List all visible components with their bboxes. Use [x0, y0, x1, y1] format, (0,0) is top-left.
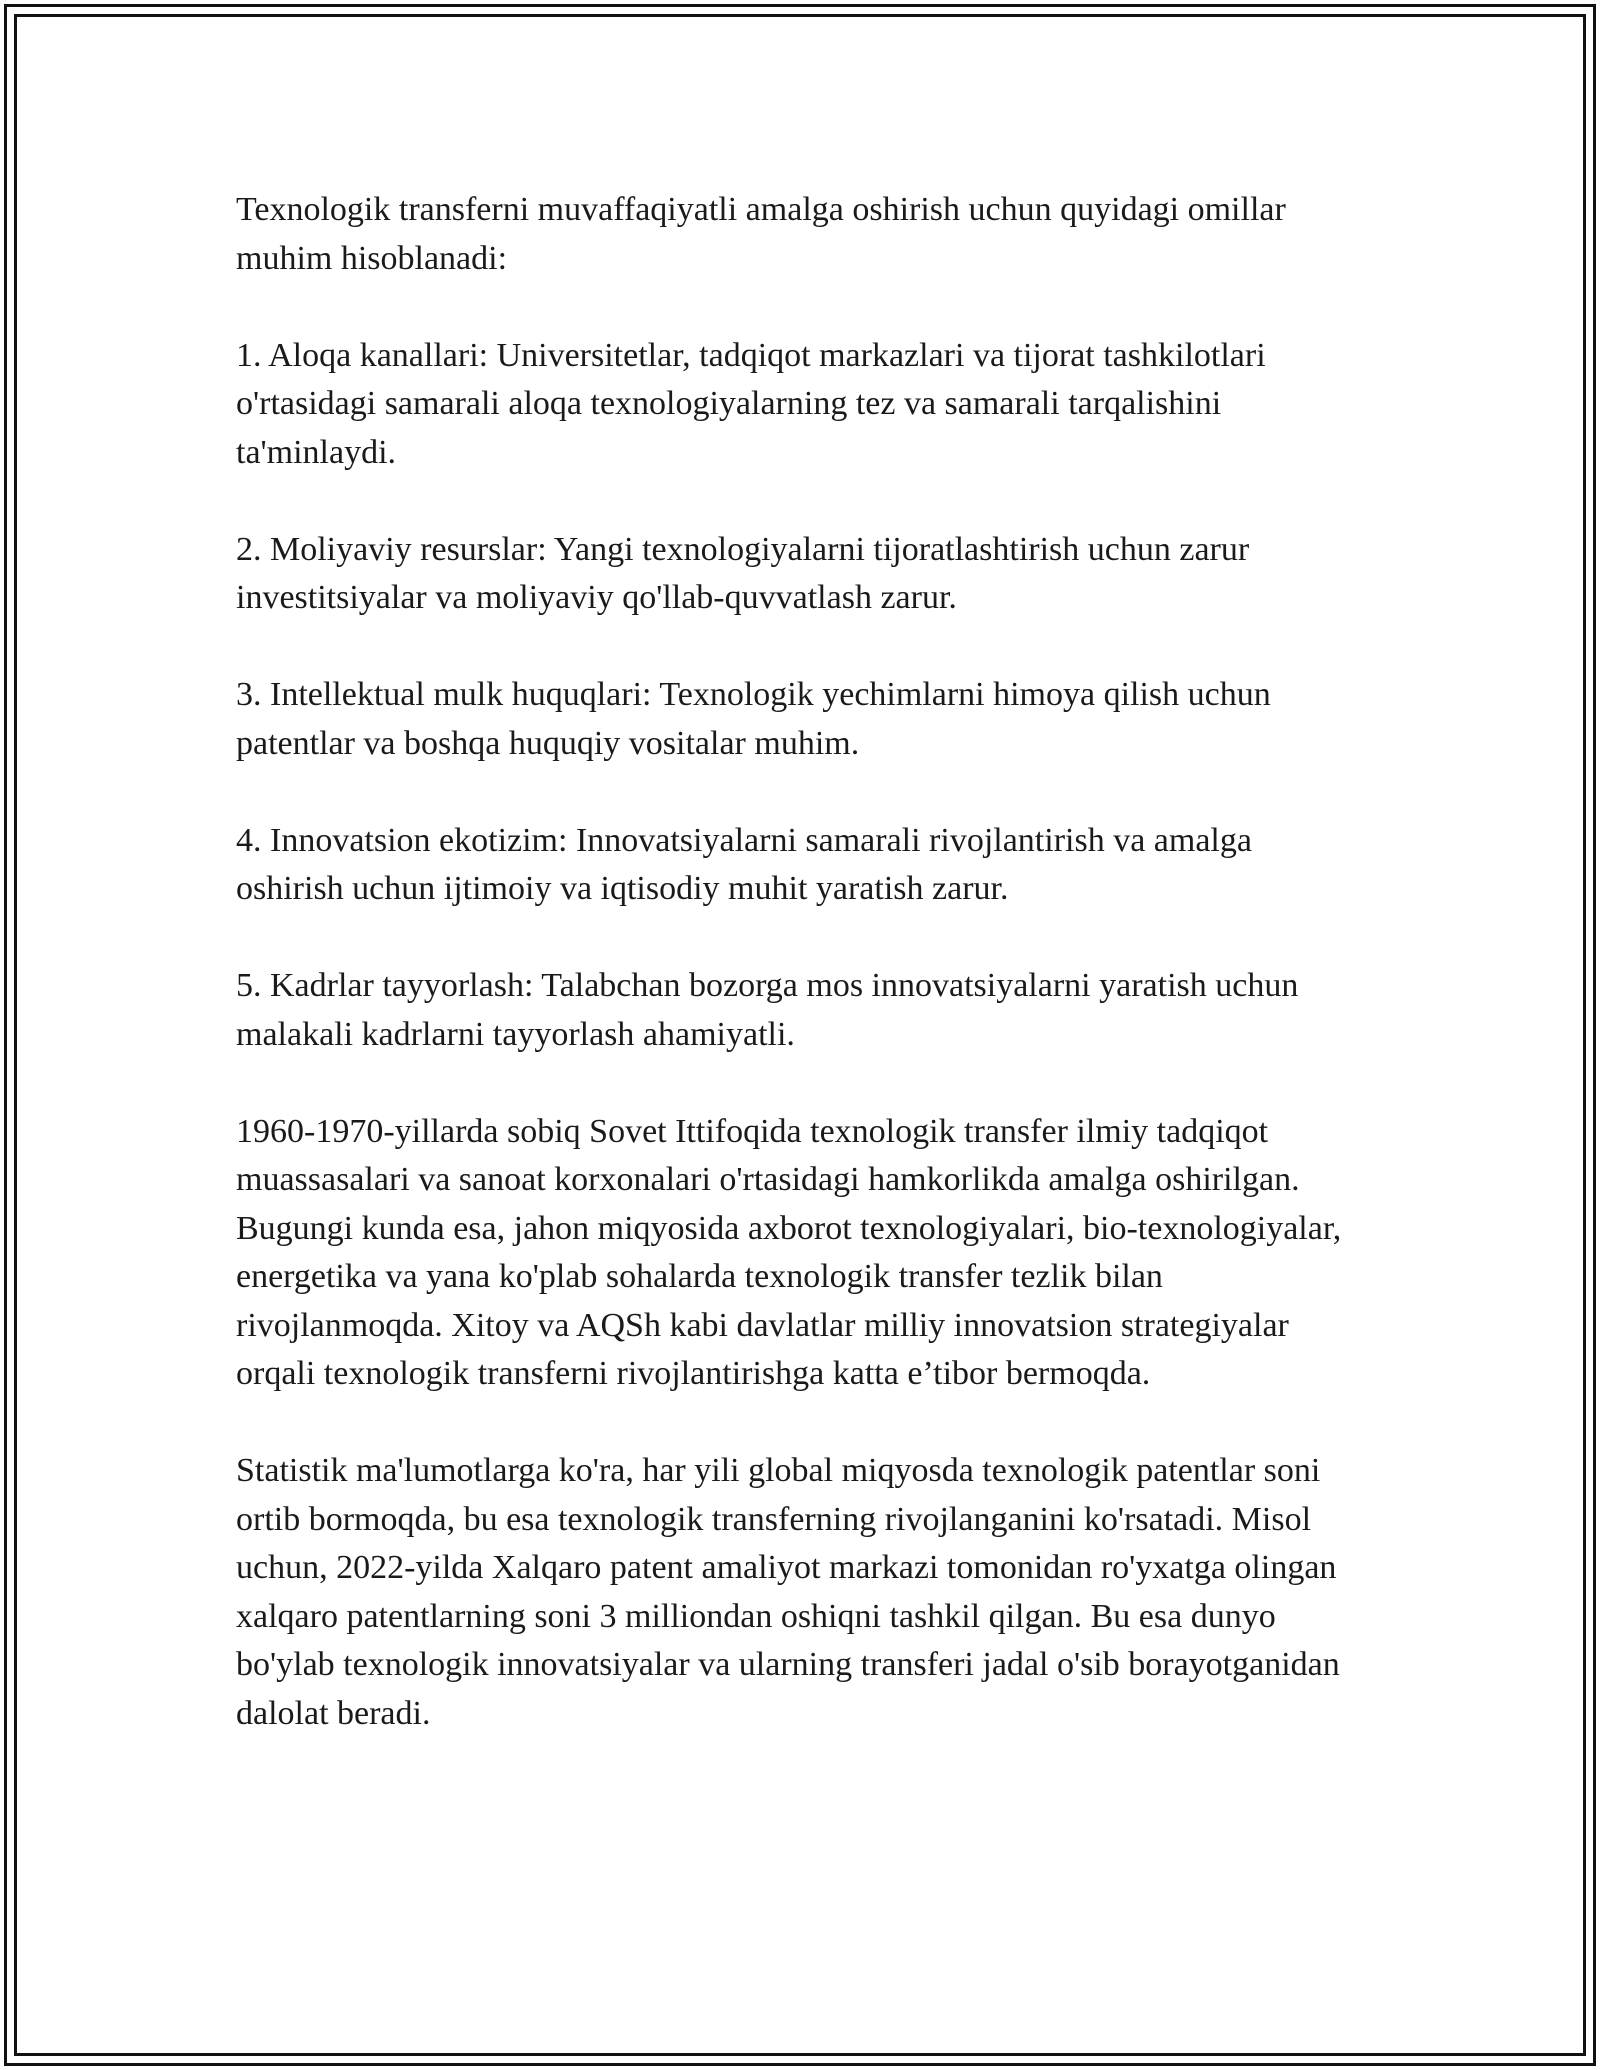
statistics-paragraph: Statistik ma'lumotlarga ko'ra, har yili global miqyosda texnologik patentlar soni ortib bormoqda, bu esa texnologik transferning rivojlanganini ko'rsatadi. Misol uchun, 2022-yilda Xalqaro patent amaliyot markazi tomonidan ro'yxatga olingan xalqaro patentlarning soni 3 milliondan oshiqni tashkil qilgan. Bu esa dunyo bo'ylab texnologik innovatsiyalar va ularning transferi jadal o'sib borayotganidan dalolat beradi. [236, 1452, 1340, 1732]
intro-paragraph: Texnologik transferni muvaffaqiyatli amalga oshirish uchun quyidagi omillar muhim hisoblanadi: [236, 191, 1286, 277]
list-item-intellectual-property: 3. Intellektual mulk huquqlari: Texnologik yechimlarni himoya qilish uchun patentlar va boshqa huquqiy vositalar muhim. [236, 676, 1271, 762]
list-item-financial-resources: 2. Moliyaviy resurslar: Yangi texnologiyalarni tijoratlashtirish uchun zarur investitsiyalar va moliyaviy qo'llab-quvvatlash zarur. [236, 530, 1250, 616]
list-item-innovation-ecosystem: 4. Innovatsion ekotizim: Innovatsiyalarni samarali rivojlantirish va amalga oshirish uchun ijtimoiy va iqtisodiy muhit yaratish zarur. [236, 821, 1252, 907]
history-paragraph: 1960-1970-yillarda sobiq Sovet Ittifoqida texnologik transfer ilmiy tadqiqot muassasalari va sanoat korxonalari o'rtasidagi hamkorlikda amalga oshirilgan. Bugungi kunda esa, jahon miqyosida axborot texnologiyalari, bio-texnologiyalar, energetika va yana ko'plab sohalarda texnologik transfer tezlik bilan rivojlanmoqda. Xitoy va AQSh kabi davlatlar milliy innovatsion strategiyalar orqali texnologik transferni rivojlantirishga katta e’tibor bermoqda. [236, 1112, 1342, 1392]
list-item-staff-training: 5. Kadrlar tayyorlash: Talabchan bozorga mos innovatsiyalarni yaratish uchun malakali kadrlarni tayyorlash ahamiyatli. [236, 967, 1299, 1053]
document-body [236, 186, 1366, 1787]
list-item-communication-channels: 1. Aloqa kanallari: Universitetlar, tadqiqot markazlari va tijorat tashkilotlari o'rtasidagi samarali aloqa texnologiyalarning tez va samarali tarqalishini ta'minlaydi. [236, 336, 1266, 471]
